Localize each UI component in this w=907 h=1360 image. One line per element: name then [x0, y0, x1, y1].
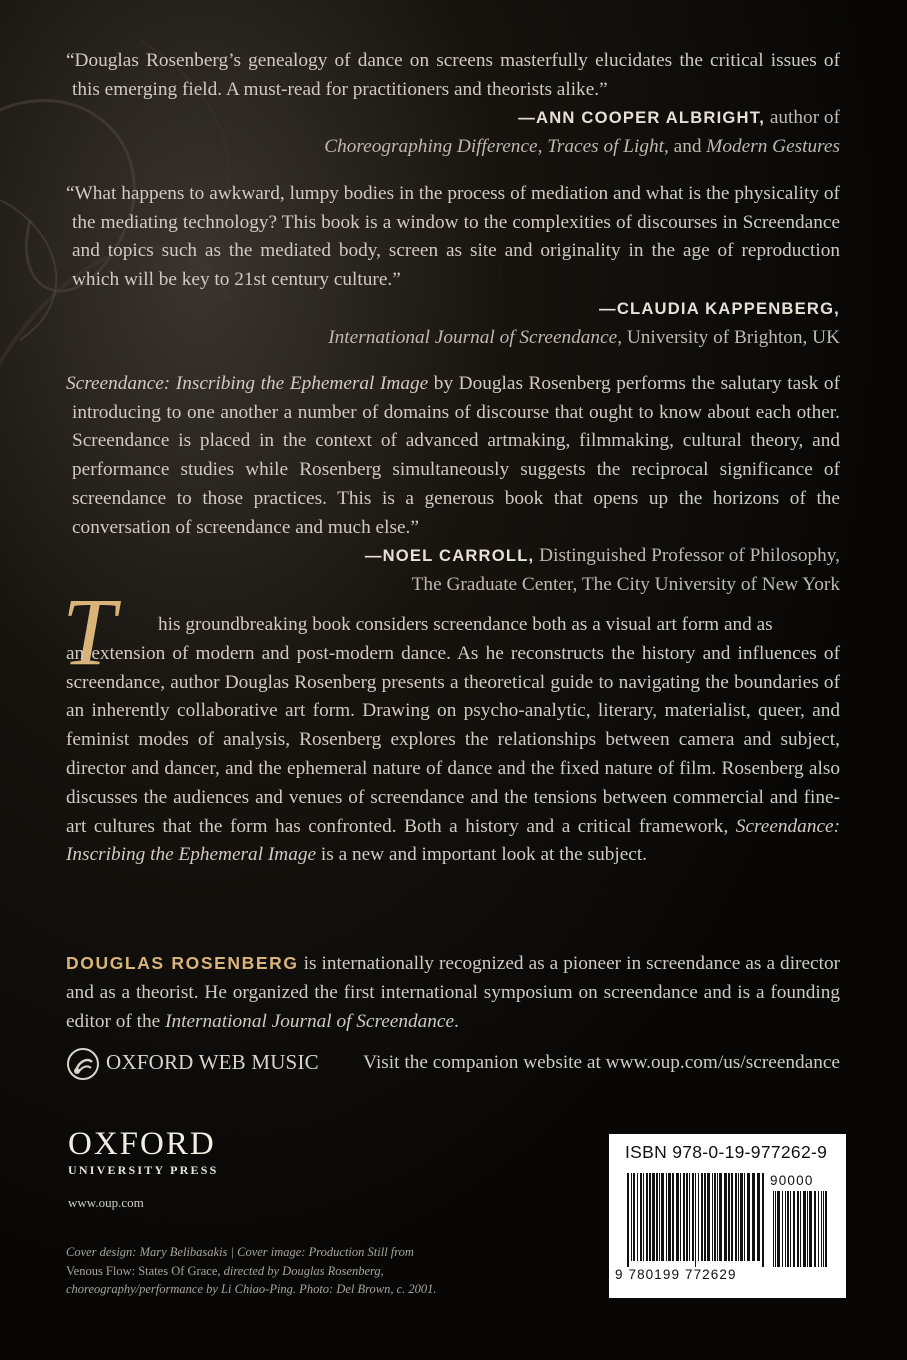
endorser-role: author of: [765, 107, 840, 129]
journal-title: International Journal of Screendance: [328, 326, 618, 348]
barcode-bar: [740, 1173, 743, 1261]
barcode-addon-bar: [818, 1191, 819, 1267]
barcode-bar: [633, 1173, 635, 1261]
journal-title: International Journal of Screendance: [165, 1010, 455, 1032]
barcode-bar: [698, 1173, 699, 1261]
barcode-addon-bar: [807, 1191, 808, 1267]
book-description: [66, 611, 840, 870]
web-music-label: OXFORD WEB MUSIC: [106, 1050, 319, 1074]
barcode-addon-bar: [790, 1191, 791, 1267]
barcode-addon-bar: [777, 1191, 780, 1267]
barcode-bar: [707, 1173, 710, 1261]
barcode-addon-bar: [814, 1191, 816, 1267]
endorsement-kappenberg: [66, 180, 840, 352]
barcode-bar: [744, 1173, 745, 1261]
credit-line: directed by Douglas Rosenberg,: [220, 1263, 384, 1278]
bio-text: .: [454, 1010, 459, 1032]
barcode-bar: [752, 1173, 755, 1261]
work-title: Traces of Light,: [547, 136, 669, 158]
publisher-sub: UNIVERSITY PRESS: [68, 1163, 219, 1177]
credit-line: Venous Flow: States Of Grace,: [66, 1263, 221, 1278]
barcode-bar: [728, 1173, 730, 1261]
barcode-bar: [661, 1173, 664, 1261]
endorser-role: Distinguished Professor of Philosophy,: [534, 545, 840, 567]
work-title: Choreographing Difference: [324, 136, 538, 158]
quote-text: by Douglas Rosenberg performs the salutary: [428, 373, 782, 394]
quote-text: physicality of the mediating technology? This book is a window to the complexities of discourses in Screendance and topics such as the mediated body, screen as site and originality in the age of reproduction which will be key to 21st century culture.”: [72, 183, 840, 291]
oxford-web-music: [66, 1046, 840, 1082]
description-text: an extension of modern and post-modern dance. As he reconstructs the history and influences of screendance, author Douglas Rosenberg presents a theoretical guide to navigating the boundaries of an inherently collaborative art form. Drawing on psycho-analytic, literary, materialist, queer, and feminist modes of analysis, Rosenberg explores the relationships between camera and subject, director and dancer, and the ephemeral nature of dance and the fixed nature of film. Rosenberg also discusses the audiences and venues of screendance and the tensions between commercial and fine-art cultures that the form has confronted. Both a history and a critical framework,: [66, 642, 840, 837]
endorsement-carroll: [66, 370, 840, 600]
book-title: Screendance: Inscribing the Ephemeral Image: [66, 815, 840, 866]
barcode-addon-bar: [809, 1191, 812, 1267]
drop-cap: T: [62, 578, 116, 685]
quote-text: issues of this emerging field. A must-read for practitioners and theorists alike.”: [72, 50, 840, 100]
companion-website[interactable]: Visit the companion website at www.oup.com/us/screendance: [363, 1052, 840, 1073]
publisher-name: OXFORD: [68, 1126, 216, 1162]
barcode-addon-bar: [775, 1191, 776, 1267]
endorser-affiliation: , University of Brighton, UK: [617, 326, 840, 348]
barcode-bar: [738, 1173, 739, 1261]
barcode-bar: [689, 1173, 690, 1261]
bio-text: is internationally recognized as a pioneer in screendance as a director and as a theorist. He organized the first international symposium on screendance and is a founding editor of the: [66, 953, 841, 1032]
barcode-addon-bar: [800, 1191, 801, 1267]
barcode-addon-bar: [787, 1191, 789, 1267]
endorser-affiliation: The Graduate Center, The City University of New York: [411, 573, 840, 595]
endorsement-albright: [66, 47, 840, 162]
barcode-bar: [717, 1173, 718, 1261]
barcode-addon-bar: [797, 1191, 799, 1267]
barcode-bar: [649, 1173, 651, 1261]
barcode-bar: [637, 1173, 638, 1261]
quote-text: “Douglas Rosenberg’s genealogy of dance on screens masterfully elucidates the critical: [66, 50, 764, 71]
barcode-bar: [668, 1173, 671, 1261]
separator: and: [668, 136, 707, 158]
barcode-bar: [762, 1173, 764, 1267]
credit-line: Cover design: Mary Belibasakis | Cover image: Production Still from: [66, 1245, 414, 1259]
barcode-addon-bar: [785, 1191, 786, 1267]
barcode-bar: [652, 1173, 655, 1261]
book-title: Screendance: Inscribing the Ephemeral Image: [66, 373, 429, 394]
barcode-addon-bar: [782, 1191, 783, 1267]
barcode-addon-bar: [825, 1191, 827, 1267]
barcode-bar: [672, 1173, 674, 1261]
barcode-bar: [640, 1173, 642, 1261]
endorser-name: —ANN COOPER ALBRIGHT,: [518, 108, 766, 128]
barcode-bar: [747, 1173, 750, 1261]
author-name: DOUGLAS ROSENBERG: [66, 953, 299, 973]
barcode-addon-bar: [821, 1191, 822, 1267]
quote-text: “What happens to awkward, lumpy bodies in the process of mediation and what is the: [66, 183, 730, 204]
barcode-bar: [735, 1173, 737, 1261]
barcode-addon-bar: [773, 1191, 774, 1267]
quote-text: task of introducing to one another a number of domains of discourse that ought to know about each other. Screendance is placed in the context of advanced artmaking, filmmaking, cultural theory, and performance studies while Rosenberg simultaneously suggests the reciprocal significance of screendance to those practices. This is a generous book that opens up the horizons of the conversation of screendance and much else.”: [72, 373, 840, 538]
barcode-bar: [686, 1173, 688, 1261]
isbn-label: ISBN 978-0-19-977262-9: [625, 1142, 828, 1162]
isbn-digits: 9 780199 772629: [615, 1267, 737, 1282]
barcode-bar: [680, 1173, 681, 1261]
barcode-bar: [701, 1173, 703, 1261]
barcode-addon-bar: [823, 1191, 824, 1267]
barcode-bar: [666, 1173, 667, 1261]
barcode-addon-bar: [793, 1191, 795, 1267]
endorser-name: —CLAUDIA KAPPENBERG,: [599, 298, 840, 318]
barcode-bar: [692, 1173, 694, 1261]
work-title: Modern Gestures: [706, 136, 840, 158]
barcode-addon-bar: [803, 1191, 806, 1267]
isbn-barcode-box: [609, 1134, 846, 1298]
barcode-bar: [627, 1173, 629, 1267]
author-bio: [66, 949, 840, 1036]
credit-line: choreography/performance by Li Chiao-Ping. Photo: Del Brown, c. 2001.: [66, 1282, 437, 1296]
barcode-bar: [695, 1173, 696, 1267]
description-text: is a new and important look at the subject.: [316, 844, 647, 866]
barcode-bar: [659, 1173, 660, 1261]
barcode-bar: [646, 1173, 648, 1261]
barcode-bar: [676, 1173, 679, 1261]
barcode-bar: [714, 1173, 716, 1261]
barcode-bar: [731, 1173, 733, 1261]
barcode-bar: [656, 1173, 658, 1261]
endorser-name: —NOEL CARROLL,: [364, 546, 535, 566]
description-first-line: his groundbreaking book considers screendance both as a visual art form and as: [158, 614, 773, 635]
barcode-bar: [631, 1173, 632, 1261]
publisher-logo: [68, 1127, 218, 1178]
barcode-bar: [643, 1173, 644, 1261]
web-music-icon: [66, 1046, 100, 1082]
separator: ,: [537, 136, 548, 158]
isbn-addon: 90000: [770, 1173, 814, 1188]
barcode-bar: [712, 1173, 713, 1261]
barcode-bar: [757, 1173, 760, 1261]
publisher-url[interactable]: www.oup.com: [68, 1195, 144, 1210]
cover-credits: [66, 1243, 486, 1299]
barcode-bar: [724, 1173, 727, 1261]
barcode-bar: [704, 1173, 706, 1261]
barcode-bar: [683, 1173, 685, 1261]
barcode-bar: [719, 1173, 722, 1261]
